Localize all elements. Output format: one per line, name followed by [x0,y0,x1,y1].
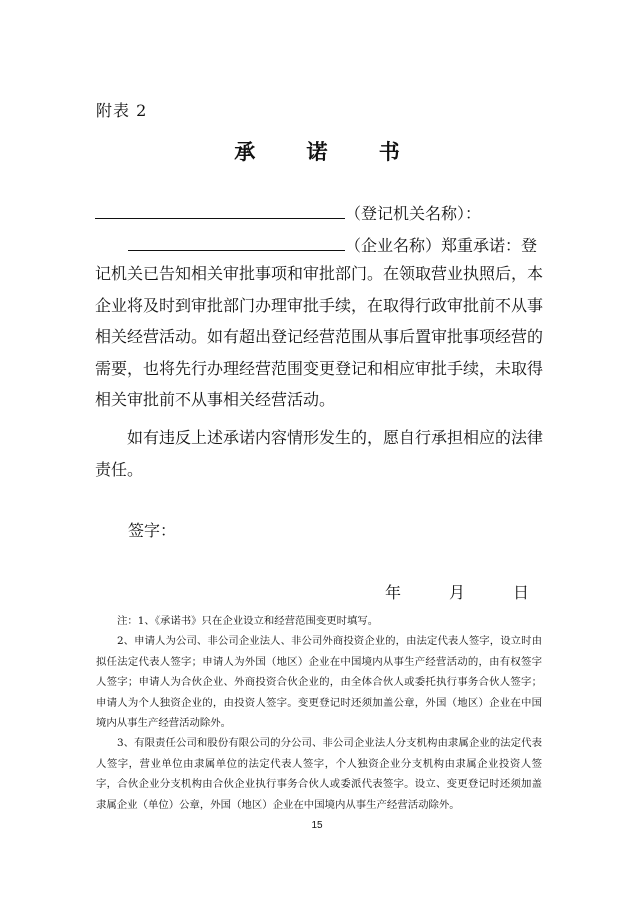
salutation-suffix: （登记机关名称）： [345,204,482,223]
salutation-line [95,201,481,224]
registration-authority-blank[interactable] [95,203,345,219]
pledge-paragraph: 记机关已告知相关审批事项和审批部门。在领取营业执照后，本企业将及时到审批部门办理审批手续，在取得行政审批前不从事相关经营活动。如有超出登记经营范围从事后置审批事项经营的需要，也将先行办理经营范围变更登记和相应审批手续，未取得相关审批前不从事相关经营活动。 [95,264,544,409]
note-item: 2、申请人为公司、非公司企业法人、非公司外商投资企业的，由法定代表人签字，设立时由拟任法定代表人签字；申请人为外国（地区）企业在中国境内从事生产经营活动的，由有权签字人签字；申请人为合伙企业、外商投资合伙企业的，由全体合伙人或委托执行事务合伙人签字；申请人为个人独资企业的，由投资人签字。变更登记时还须加盖公章，外国（地区）企业在中国境内从事生产经营活动除外。 [96,635,542,730]
date-month-label: 月 [449,583,466,602]
note-item: 注：1、《承诺书》只在企业设立和经营范围变更时填写。 [117,615,379,627]
notes-section [96,611,542,815]
date-year-label: 年 [385,583,402,602]
pledge-first-line-suffix: （企业名称）郑重承诺：登 [345,236,538,255]
enterprise-name-blank[interactable] [128,235,345,251]
signature-label: 签字： [128,521,177,540]
liability-paragraph: 如有违反上述承诺内容情形发生的，愿自行承担相应的法律责任。 [95,428,544,479]
pledge-first-line [128,233,537,256]
page-number: 15 [311,820,323,831]
appendix-label: 附表 2 [96,101,148,120]
document-title: 承 诺 书 [234,139,422,164]
date-day-label: 日 [513,583,530,602]
note-item: 3、有限责任公司和股份有限公司的分公司、非公司企业法人分支机构由隶属企业的法定代表人签字，营业单位由隶属单位的法定代表人签字，个人独资企业分支机构由隶属企业投资人签字，合伙企业分支机构由合伙企业执行事务合伙人或委派代表签字。设立、变更登记时还须加盖隶属企业（单位）公章，外国（地区）企业在中国境内从事生产经营活动除外。 [96,737,542,811]
